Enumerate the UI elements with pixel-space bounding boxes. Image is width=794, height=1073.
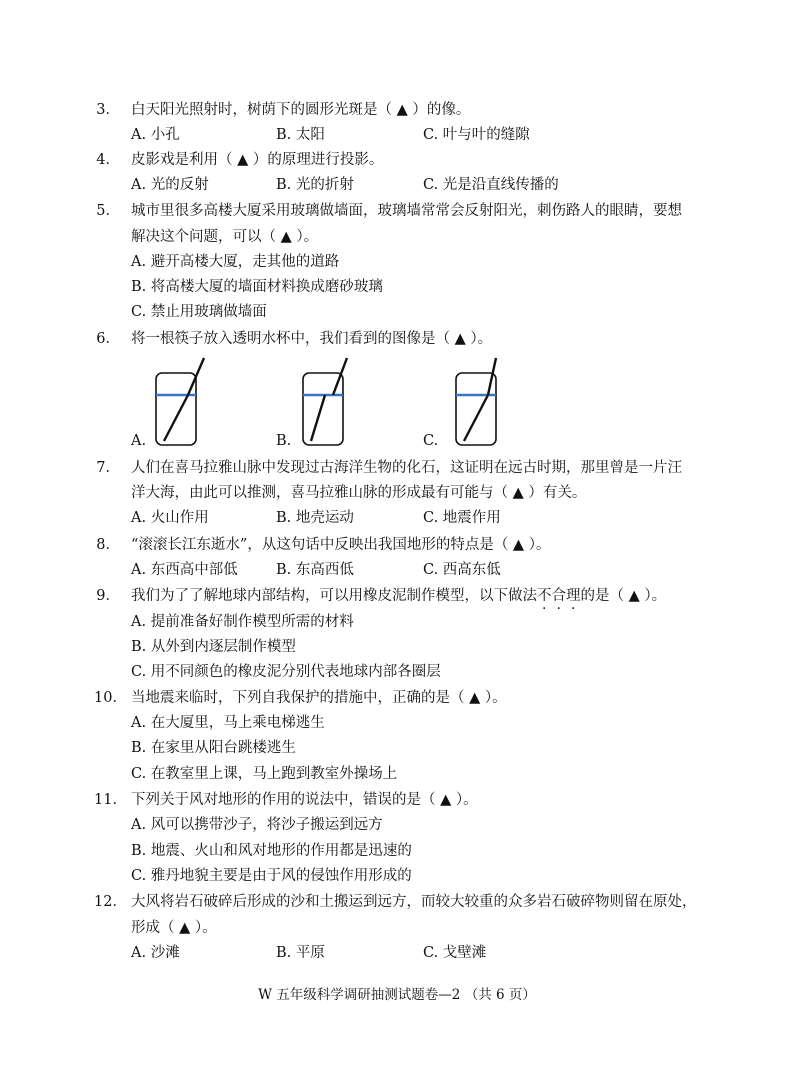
q9-stem-pre: 我们为了了解地球内部结构，可以用橡皮泥制作模型，以下做法: [131, 588, 537, 604]
q9-option-a: A. 提前准备好制作模型所需的材料: [131, 614, 354, 630]
q9-emphasis-char-2: 合: [551, 588, 566, 604]
q4-number: 4．: [96, 152, 120, 168]
q8-option-a: A. 东西高中部低: [131, 562, 238, 578]
q11-number: 11．: [94, 792, 127, 808]
q6-stem: 将一根筷子放入透明水杯中，我们看到的图像是（ ▲ ）。: [131, 331, 493, 347]
q4-option-a: A. 光的反射: [131, 177, 209, 193]
q8-number: 8．: [96, 537, 120, 553]
q9-stem: [131, 586, 666, 606]
q11-stem: 下列关于风对地形的作用的说法中，错误的是（ ▲ ）。: [131, 792, 478, 808]
q7-stem-line1: 人们在喜马拉雅山脉中发现过古海洋生物的化石，这证明在远古时期，那里曾是一片汪: [131, 460, 682, 476]
q5-option-b: B. 将高楼大厦的墙面材料换成磨砂玻璃: [131, 279, 383, 295]
q3-option-b: B. 太阳: [276, 127, 325, 143]
q5-option-a: A. 避开高楼大厦，走其他的道路: [131, 254, 340, 270]
q12-number: 12．: [94, 894, 127, 910]
q11-option-b: B. 地震、火山和风对地形的作用都是迅速的: [131, 843, 412, 859]
q5-number: 5．: [96, 203, 120, 219]
q6-option-b-label: B.: [276, 433, 292, 449]
q5-option-c: C. 禁止用玻璃做墙面: [131, 304, 267, 320]
q9-number: 9．: [96, 588, 120, 604]
q5-stem-line1: 城市里很多高楼大厦采用玻璃做墙面，玻璃墙常常会反射阳光，刺伤路人的眼睛，要想: [131, 203, 682, 219]
page-footer: W 五年级科学调研抽测试题卷—2 （共 6 页）: [258, 987, 536, 1003]
q3-option-a: A. 小孔: [131, 127, 180, 143]
q12-option-c: C. 戈壁滩: [423, 945, 487, 961]
q7-option-b: B. 地壳运动: [276, 510, 354, 526]
q7-option-c: C. 地震作用: [423, 510, 501, 526]
q9-option-c: C. 用不同颜色的橡皮泥分别代表地球内部各圈层: [131, 664, 441, 680]
q4-option-b: B. 光的折射: [276, 177, 354, 193]
q10-number: 10．: [94, 690, 127, 706]
q11-option-c: C. 雅丹地貌主要是由于风的侵蚀作用形成的: [131, 868, 412, 884]
q3-number: 3．: [96, 102, 120, 118]
q3-option-c: C. 叶与叶的缝隙: [423, 127, 530, 143]
q6-glass-c-image: [450, 356, 510, 451]
q9-emphasis-char-3: 理: [566, 588, 581, 604]
q12-option-b: B. 平原: [276, 945, 325, 961]
q12-stem-line2: 形成（ ▲ ）。: [131, 920, 217, 936]
q10-option-b: B. 在家里从阳台跳楼逃生: [131, 740, 296, 756]
q8-option-c: C. 西高东低: [423, 562, 501, 578]
q10-option-c: C. 在教室里上课，马上跑到教室外操场上: [131, 766, 398, 782]
q10-option-a: A. 在大厦里，马上乘电梯逃生: [131, 715, 325, 731]
q6-number: 6．: [96, 331, 120, 347]
q8-stem: “滚滚长江东逝水”，从这句话中反映出我国地形的特点是（ ▲ ）。: [131, 537, 551, 553]
q7-number: 7．: [96, 460, 120, 476]
q7-stem-line2: 洋大海，由此可以推测，喜马拉雅山脉的形成最有可能与（ ▲ ）有关。: [131, 485, 587, 501]
q6-glass-a-image: [150, 356, 210, 451]
q4-option-c: C. 光是沿直线传播的: [423, 177, 559, 193]
q8-option-b: B. 东高西低: [276, 562, 354, 578]
q6-glass-b-image: [297, 356, 357, 451]
q6-option-a-label: A.: [131, 433, 147, 449]
q12-option-a: A. 沙滩: [131, 945, 180, 961]
q4-stem: 皮影戏是利用（ ▲ ）的原理进行投影。: [131, 152, 384, 168]
q3-stem: 白天阳光照射时，树荫下的圆形光斑是（ ▲ ）的像。: [131, 102, 471, 118]
q7-option-a: A. 火山作用: [131, 510, 209, 526]
q9-stem-post: 的是（ ▲ ）。: [580, 588, 667, 604]
q6-option-c-label: C.: [423, 433, 439, 449]
q11-option-a: A. 风可以携带沙子，将沙子搬运到远方: [131, 817, 383, 833]
q9-option-b: B. 从外到内逐层制作模型: [131, 639, 296, 655]
q5-stem-line2: 解决这个问题，可以（ ▲ ）。: [131, 229, 319, 245]
q12-stem-line1: 大风将岩石破碎后形成的沙和土搬运到远方，而较大较重的众多岩石破碎物则留在原处，: [131, 894, 697, 910]
q10-stem: 当地震来临时，下列自我保护的措施中，正确的是（ ▲ ）。: [131, 690, 507, 706]
q9-emphasis-char-1: 不: [537, 588, 552, 604]
